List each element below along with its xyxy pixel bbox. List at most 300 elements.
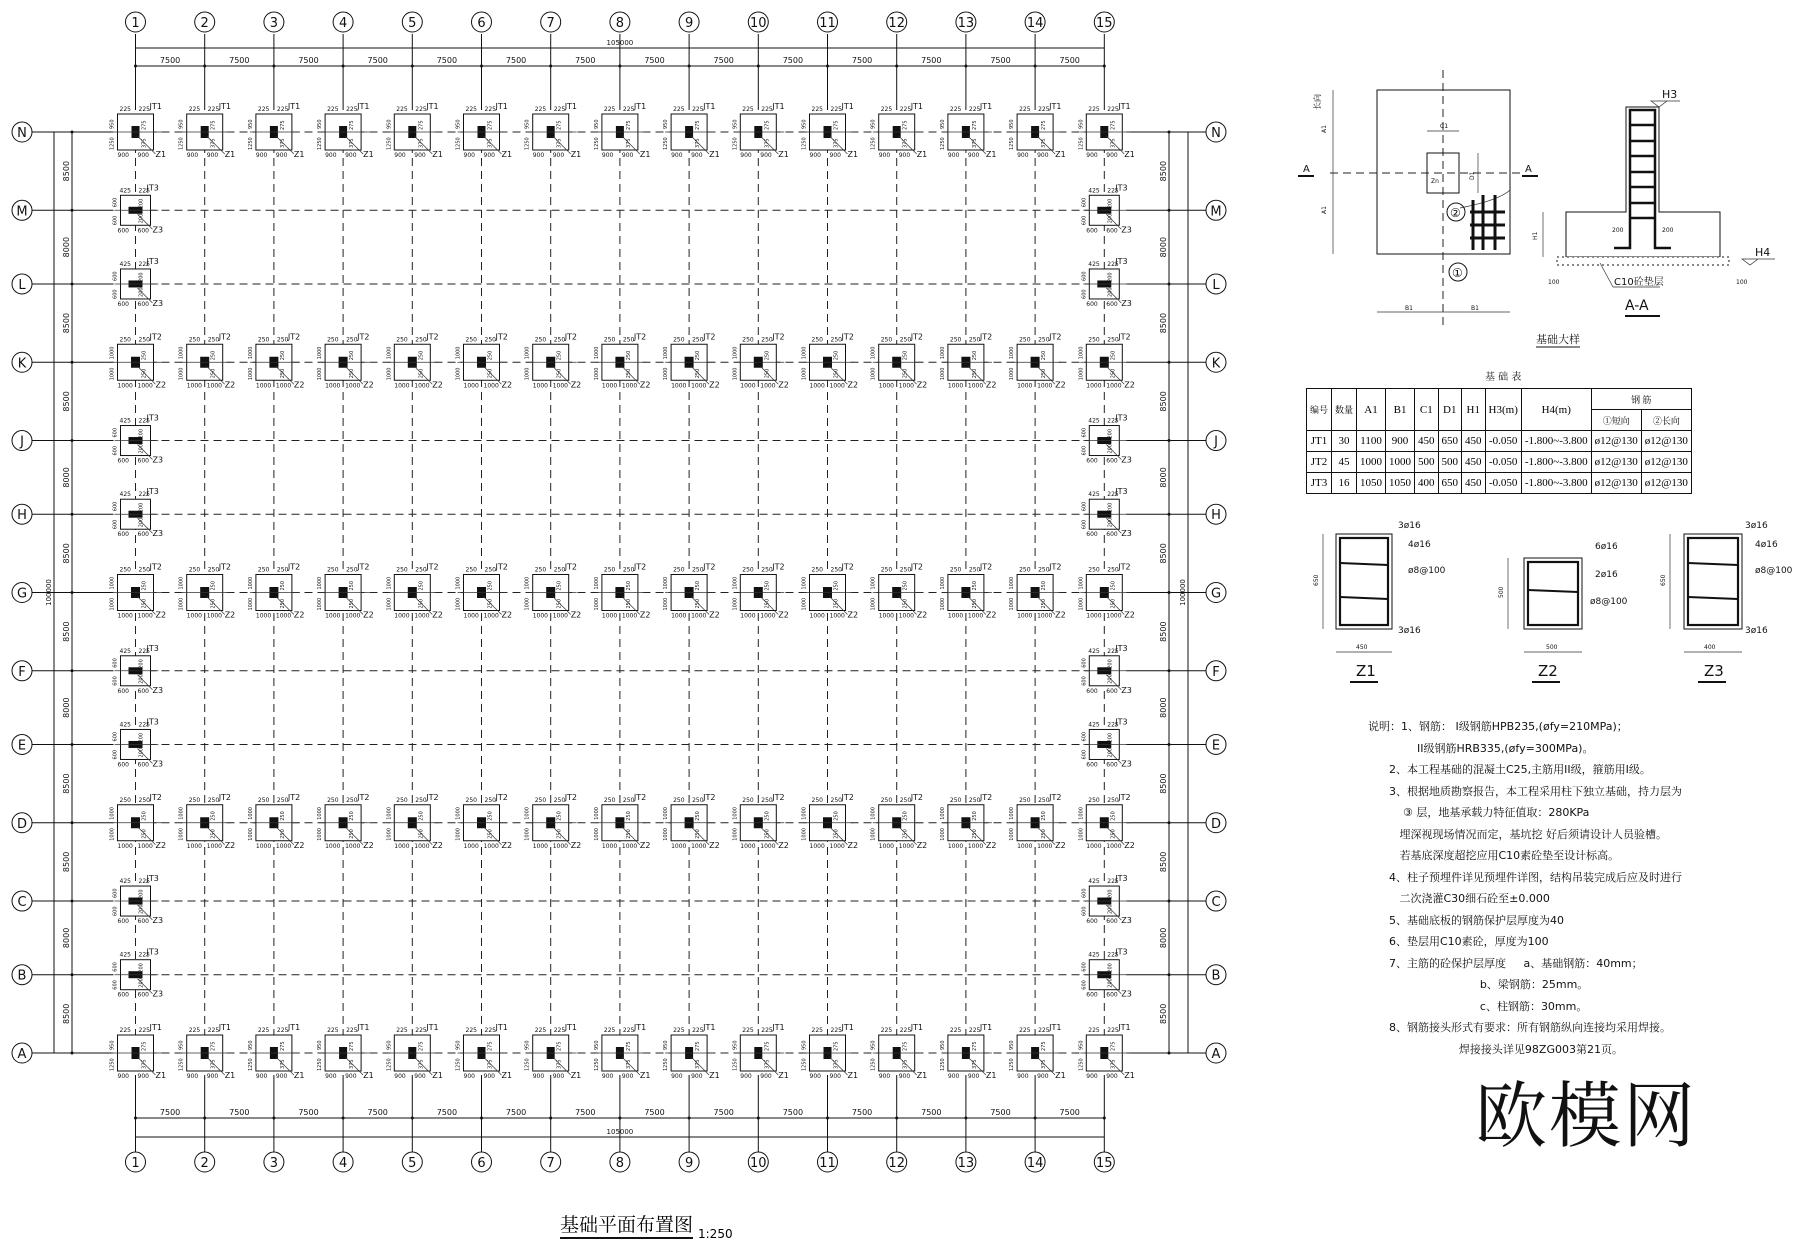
footing-dim: 225 [188, 1027, 201, 1034]
column-type-label: Z2 [709, 610, 720, 620]
footing-dim: 225 [622, 106, 635, 113]
footing-dim: 375 [971, 138, 978, 148]
rebar-label: 3ø16 [1398, 626, 1421, 636]
footing-dim: 1000 [947, 842, 964, 850]
footing-dim: 1000 [137, 612, 153, 620]
footing-label: JT2 [1118, 332, 1131, 342]
footing-dim: 950 [317, 1040, 324, 1050]
footing-jt2 [940, 563, 997, 620]
footing-dim: 1000 [455, 346, 462, 360]
axis-label: 1 [131, 1156, 140, 1171]
axis-label: 8 [615, 16, 625, 31]
footing-dim: 250 [415, 566, 427, 574]
footing-dim: 900 [967, 1073, 980, 1080]
design-notes [1368, 716, 1682, 1060]
column-type-label: Z1 [363, 150, 374, 159]
footing-dim: 1000 [671, 382, 687, 390]
note-line: 若基底深度超挖应用C10素砼垫至设计标高。 [1368, 849, 1620, 862]
footing-dim: 250 [880, 566, 893, 574]
footing-dim: 950 [663, 1040, 670, 1050]
footing-dim: 250 [210, 598, 217, 609]
dim-tick [1168, 439, 1171, 442]
footing-dim: 275 [833, 120, 840, 130]
column-type-label: Z2 [293, 610, 305, 620]
footing-dim: 225 [396, 106, 408, 113]
table-header: ②长向 [1641, 410, 1691, 431]
footing-dim: 1250 [524, 1058, 531, 1071]
column-type-label: Z3 [152, 989, 164, 999]
footing-dim: 275 [625, 120, 632, 130]
footing-label: JT2 [979, 792, 993, 802]
footing-jt3 [1081, 414, 1132, 465]
footing-dim: 425 [119, 491, 131, 499]
footing-dim: 1000 [317, 367, 324, 381]
footing-dim: 900 [671, 1073, 683, 1080]
dim-tick [964, 1117, 967, 1120]
footing-label: JT2 [979, 332, 993, 342]
column-type-label: Z1 [570, 1071, 582, 1080]
dim-tick [71, 591, 74, 594]
footing-dim: 375 [625, 138, 632, 148]
plan-scale: 1:250 [698, 1227, 733, 1241]
footing-dim: 275 [556, 120, 563, 130]
footing-dim: 250 [484, 566, 496, 574]
footing-dim: 250 [695, 598, 702, 609]
footing-dim: 1000 [178, 367, 185, 381]
footing-dim: 900 [414, 1073, 426, 1080]
footing-label: JT3 [146, 487, 159, 497]
column-type-label: Z2 [432, 380, 443, 390]
dim-height: 500 [1498, 586, 1505, 598]
h4-label: H4 [1755, 246, 1771, 259]
axis-label: 11 [819, 16, 836, 31]
footing-dim: 250 [811, 336, 823, 344]
footing-dim: 375 [695, 1059, 702, 1069]
table-header: D1 [1438, 389, 1462, 431]
axis-label: C [17, 895, 27, 911]
footing-dim: 225 [899, 106, 912, 113]
footing-dim: 900 [740, 1073, 752, 1080]
footing-dim: 200 [138, 732, 145, 743]
axis-label: 10 [750, 16, 767, 31]
footing-dim: 1000 [109, 807, 116, 820]
footing-dim: 950 [732, 119, 739, 129]
section-a-a [1532, 88, 1775, 347]
footing-dim: 1000 [621, 612, 638, 620]
footing-dim: 1000 [1017, 382, 1033, 390]
footing-dim: 250 [346, 336, 358, 344]
footing-jt3 [113, 257, 164, 308]
footing-label: JT1 [149, 1023, 162, 1032]
footing-dim: 900 [1106, 1073, 1118, 1080]
footing-dim: 275 [418, 120, 425, 130]
footing-dim: 900 [740, 152, 752, 159]
table-cell: ø12@130 [1591, 473, 1641, 494]
footing-dim: 1000 [386, 346, 393, 360]
footing-dim: 1000 [137, 842, 153, 850]
footing-dim: 1000 [593, 597, 600, 611]
footing-dim: 1250 [524, 137, 531, 150]
footing-dim: 375 [764, 1059, 771, 1069]
footing-dim: 375 [1041, 138, 1048, 148]
table-title: 基 础 表 [1485, 372, 1522, 383]
footing-dim: 600 [112, 888, 119, 899]
dim-column-spacing: 7500 [644, 56, 665, 65]
column-type-label: Z3 [1121, 225, 1132, 235]
footing-dim: 1000 [178, 346, 185, 360]
column-section-z2 [1498, 542, 1628, 682]
dim-column-spacing: 7500 [436, 1108, 458, 1117]
axis-label: A [17, 1047, 27, 1062]
footing-dim: 250 [1110, 598, 1117, 609]
footing-dim: 950 [939, 119, 946, 129]
note-line: ③ 层，地基承载力特征值取：280KPa [1368, 806, 1590, 819]
footing-dim: 375 [279, 138, 286, 148]
footing-jt2 [732, 563, 789, 620]
footing-dim: 250 [141, 811, 148, 821]
footing-dim: 250 [349, 598, 356, 609]
footing-dim: 250 [695, 350, 702, 361]
footing-dim: 250 [556, 829, 563, 839]
footing-dim: 250 [695, 368, 702, 379]
footing-jt2 [732, 793, 789, 850]
footing-dim: 1000 [524, 367, 531, 381]
dim-tick [618, 1117, 621, 1120]
footing-dim: 1000 [109, 597, 116, 611]
footing-dim: 900 [898, 152, 911, 159]
column-type-label: Z2 [570, 610, 582, 620]
dim-row-spacing: 8500 [1159, 773, 1168, 794]
footing-jt2 [110, 563, 167, 620]
footing-jt2 [110, 332, 167, 389]
footing-dim: 275 [487, 120, 494, 130]
footing-dim: 1000 [275, 612, 292, 620]
footing-dim: 1000 [1078, 597, 1085, 611]
table-header: B1 [1386, 389, 1415, 431]
footing-dim: 950 [455, 1040, 462, 1050]
footing-dim: 600 [1081, 519, 1088, 530]
footing-dim: 900 [691, 152, 703, 159]
dim-column-spacing: 7500 [713, 1108, 734, 1117]
footing-dim: 600 [1081, 888, 1088, 899]
footing-dim: 250 [141, 598, 148, 609]
footing-dim: 200 [1107, 287, 1114, 297]
footing-label: JT2 [772, 792, 785, 802]
footing-dim: 1000 [671, 612, 687, 620]
footing-dim: 1000 [206, 842, 222, 850]
footing-dim: 1250 [1078, 1058, 1085, 1071]
footing-dim: 1000 [760, 842, 776, 850]
note-line: 8、钢筋接头形式有要求：所有钢筋纵向连接均采用焊接。 [1368, 1021, 1671, 1034]
table-cell: 1100 [1357, 431, 1386, 452]
footing-jt1 [386, 102, 443, 159]
column-type-label: Z2 [570, 380, 582, 390]
footing-dim: 275 [349, 120, 356, 130]
footing-dim: 1000 [671, 842, 687, 850]
footing-dim: 1000 [663, 597, 670, 611]
footing-jt2 [802, 563, 859, 620]
dim-row-spacing: 8500 [1159, 621, 1168, 642]
footing-dim: 1000 [1086, 612, 1102, 620]
footing-dim: 250 [188, 336, 201, 344]
footing-dim: 1000 [593, 367, 600, 381]
footing-dim: 1000 [317, 597, 324, 611]
footing-dim: 225 [327, 106, 339, 113]
footing-dim: 250 [349, 350, 356, 361]
table-cell: 900 [1386, 431, 1415, 452]
column-type-label: Z1 [639, 150, 651, 159]
footing-dim: 600 [1106, 531, 1118, 539]
footing-dim: 1000 [386, 807, 393, 820]
footing-dim: 225 [396, 1027, 408, 1034]
footing-dim: 1000 [663, 807, 670, 820]
footing-jt1 [940, 102, 997, 159]
axis-label: K [17, 356, 27, 372]
footing-label: JT3 [1115, 717, 1128, 727]
column-type-label: Z2 [709, 380, 720, 390]
axis-label: B [17, 968, 27, 984]
footing-label: JT3 [1115, 183, 1128, 193]
footing-dim: 250 [1107, 566, 1119, 574]
footing-dim: 250 [188, 796, 201, 804]
footing-dim: 275 [902, 120, 909, 130]
footing-dim: 1250 [663, 1058, 670, 1071]
footing-dim: 600 [112, 197, 119, 208]
dim-tick [1168, 361, 1171, 364]
footing-dim: 1000 [1017, 612, 1033, 620]
footing-dim: 1000 [601, 842, 618, 850]
footing-dim: 900 [947, 152, 960, 159]
footing-dim: 250 [968, 796, 981, 804]
dim-row-spacing: 8500 [1159, 543, 1168, 564]
axis-label: F [1212, 664, 1220, 680]
footing-dim: 1000 [621, 382, 638, 390]
footing-dim: 250 [880, 796, 893, 804]
footing-dim: 250 [556, 598, 563, 609]
footing-dim: 1000 [947, 382, 964, 390]
footing-dim: 250 [625, 811, 632, 821]
footing-dim: 1000 [386, 597, 393, 611]
dim-tick [549, 65, 552, 68]
footing-dim: 425 [1088, 647, 1100, 655]
footing-dim: 600 [112, 676, 119, 686]
footing-dim: 200 [1107, 517, 1114, 528]
footing-dim: 1000 [593, 346, 600, 360]
table-cell: -1.800~-3.800 [1521, 473, 1591, 494]
footing-dim: 250 [207, 566, 220, 574]
footing-label: JT2 [979, 562, 993, 572]
column-section-z1 [1313, 521, 1446, 682]
column-type-label: Z2 [916, 840, 928, 850]
footing-dim: 200 [1107, 443, 1114, 454]
dim-100: 100 [1548, 279, 1560, 286]
footing-dim: 200 [1107, 978, 1114, 988]
footing-dim: 225 [742, 1027, 754, 1034]
footing-dim: 250 [1038, 796, 1050, 804]
footing-dim: 1000 [463, 382, 479, 390]
footing-dim: 250 [210, 811, 217, 821]
footing-dim: 225 [138, 1027, 150, 1034]
footing-dim: 950 [1078, 119, 1085, 129]
footing-jt2 [940, 332, 997, 389]
footing-label: JT2 [357, 792, 370, 802]
footing-dim: 425 [1088, 491, 1100, 499]
table-header: C1 [1415, 389, 1439, 431]
footing-label: JT2 [357, 562, 370, 572]
footing-dim: 900 [1086, 152, 1098, 159]
axis-label: C [1211, 895, 1221, 911]
footing-dim: 600 [112, 906, 119, 917]
footing-dim: 950 [524, 1040, 531, 1050]
footing-dim: 600 [1081, 749, 1088, 760]
cushion-label: C10砼垫层 [1614, 277, 1664, 288]
footing-dim: 250 [534, 336, 547, 344]
column-type-label: Z2 [293, 380, 305, 390]
column-type-label: Z2 [224, 840, 236, 850]
footing-dim: 1000 [1037, 842, 1053, 850]
dim-tick [342, 65, 345, 68]
footing-dim: 900 [532, 1073, 545, 1080]
footing-label: JT3 [1115, 413, 1128, 423]
footing-dim: 225 [1107, 878, 1119, 886]
footing-dim: 600 [137, 227, 149, 235]
footing-dim: 1000 [870, 576, 877, 590]
footing-jt3 [113, 948, 164, 999]
footing-dim: 225 [811, 1027, 823, 1034]
footing-dim: 225 [138, 721, 150, 729]
rebar-label: ø8@100 [1408, 566, 1446, 576]
footing-dim: 1000 [109, 346, 116, 360]
footing-label: JT1 [772, 1023, 785, 1032]
footing-jt3 [1081, 717, 1132, 768]
footing-dim: 1000 [1086, 842, 1102, 850]
column-type-label: Z1 [155, 150, 167, 159]
footing-jt1 [802, 1023, 859, 1080]
footing-dim: 250 [833, 598, 840, 609]
dim-row-spacing: 8000 [1159, 236, 1168, 258]
footing-dim: 1000 [247, 367, 254, 381]
long-direction-label: 长向 [1313, 94, 1322, 110]
footing-dim: 200 [1107, 659, 1114, 669]
axis-label: 8 [615, 1156, 625, 1171]
note-line: 焊接接头详见98ZG003第21页。 [1368, 1042, 1623, 1056]
footing-dim: 1000 [1106, 842, 1122, 850]
footing-dim: 1000 [178, 576, 185, 590]
dim-tick [71, 900, 74, 903]
footing-dim: 1000 [663, 367, 670, 381]
footing-dim: 600 [1086, 457, 1098, 465]
footing-dim: 250 [556, 580, 563, 591]
dim-column-spacing: 7500 [921, 56, 942, 65]
footing-dim: 1000 [532, 842, 548, 850]
column-type-label: Z1 [778, 150, 789, 159]
footing-dim: 1000 [898, 612, 914, 620]
footing-dim: 275 [695, 1041, 702, 1051]
footing-dim: 1000 [740, 382, 756, 390]
footing-dim: 250 [949, 796, 962, 804]
table-cell: ø12@130 [1641, 473, 1691, 494]
footing-dim: 1000 [1078, 576, 1085, 590]
footing-dim: 250 [210, 829, 217, 839]
footing-jt1 [456, 1023, 513, 1080]
footing-dim: 250 [556, 811, 563, 821]
footing-dim: 1000 [870, 807, 877, 820]
footing-dim: 1250 [1078, 137, 1085, 150]
footing-dim: 275 [1041, 120, 1048, 130]
footing-dim: 200 [1107, 889, 1114, 900]
footing-label: JT1 [426, 1023, 439, 1032]
footing-dim: 900 [898, 1073, 911, 1080]
footing-dim: 250 [692, 336, 704, 344]
footing-dim: 250 [327, 336, 339, 344]
footing-dim: 225 [465, 1027, 477, 1034]
footing-dim: 600 [112, 445, 119, 456]
footing-jt3 [1081, 644, 1132, 695]
footing-dim: 425 [119, 417, 131, 425]
footing-dim: 1250 [870, 1058, 877, 1071]
footing-jt3 [1081, 183, 1132, 234]
footing-dim: 600 [1081, 271, 1088, 281]
footing-dim: 1000 [275, 842, 292, 850]
column-type-label: Z1 [501, 150, 513, 159]
footing-dim: 1000 [247, 346, 254, 360]
footing-dim: 600 [1081, 962, 1088, 972]
footing-label: JT2 [426, 332, 439, 342]
footing-dim: 225 [1088, 106, 1100, 113]
column-type-label: Z1 [1124, 150, 1135, 159]
footing-dim: 1000 [801, 828, 808, 841]
column-type-label: Z2 [432, 610, 443, 620]
footing-jt1 [248, 1023, 305, 1080]
footing-dim: 250 [971, 811, 978, 821]
dim-row-spacing: 8000 [62, 236, 71, 258]
table-cell: 45 [1332, 452, 1357, 473]
footing-dim: 1000 [524, 807, 531, 820]
footing-dim: 225 [138, 878, 150, 886]
footing-dim: 900 [186, 152, 199, 159]
footing-dim: 250 [971, 368, 978, 379]
footing-dim: 600 [1081, 197, 1088, 208]
footing-dim: 600 [1086, 300, 1098, 308]
footing-dim: 1000 [394, 842, 410, 850]
footing-dim: 1250 [1009, 137, 1016, 150]
footing-dim: 250 [764, 368, 771, 379]
footing-dim: 1000 [455, 828, 462, 841]
footing-dim: 1000 [1078, 346, 1085, 360]
footing-dim: 375 [695, 138, 702, 148]
footing-label: JT2 [287, 792, 301, 802]
footing-dim: 900 [1037, 152, 1049, 159]
footing-dim: 1000 [732, 597, 739, 611]
axis-label: 2 [200, 16, 209, 31]
table-header: ①短向 [1591, 410, 1641, 431]
footing-dim: 1000 [947, 612, 964, 620]
footing-dim: 250 [830, 796, 842, 804]
footing-jt2 [179, 793, 236, 850]
column-type-label: Z1 [847, 1071, 859, 1080]
footing-dim: 250 [556, 350, 563, 361]
footing-dim: 250 [761, 796, 773, 804]
axis-label: 11 [819, 1156, 836, 1171]
footing-jt2 [317, 332, 374, 389]
footing-dim: 225 [1107, 260, 1119, 268]
dim-column-spacing: 7500 [298, 1108, 319, 1117]
table-cell: 1050 [1386, 473, 1415, 494]
dim-tick [71, 131, 74, 134]
footing-dim: 900 [394, 152, 406, 159]
dim-tick [71, 209, 74, 212]
footing-jt3 [113, 644, 164, 695]
